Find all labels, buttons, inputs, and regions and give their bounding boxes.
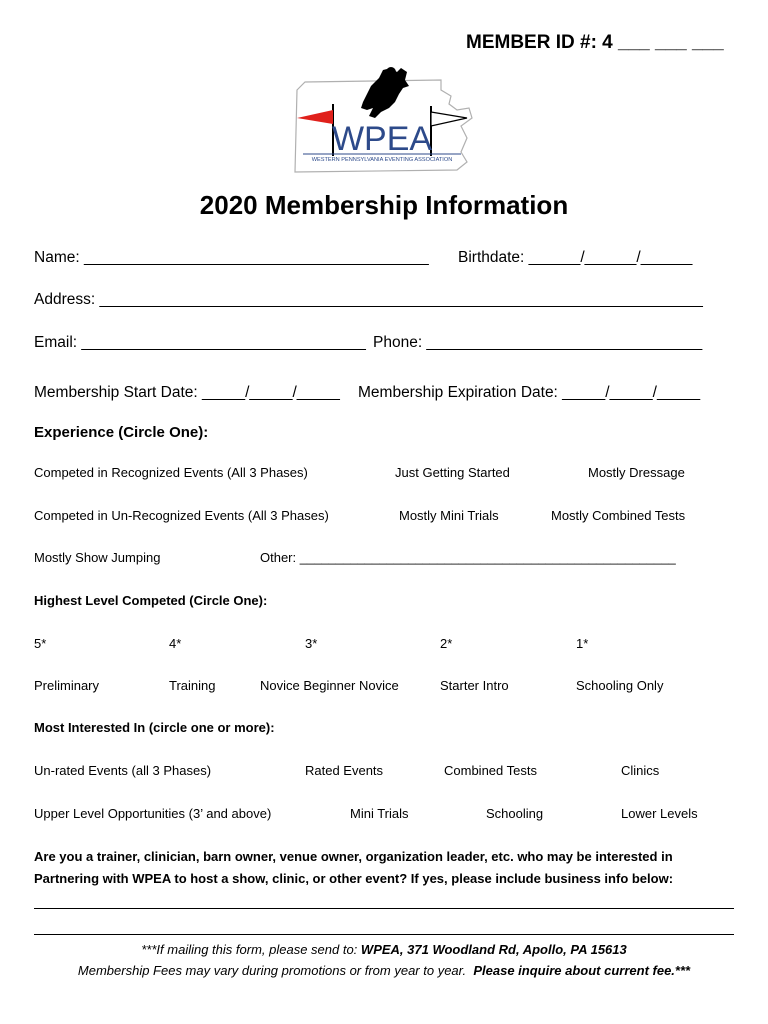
- interest-option[interactable]: Clinics: [621, 763, 660, 778]
- interests-heading: Most Interested In (circle one or more):: [34, 720, 275, 735]
- horse-rider-silhouette: [361, 68, 409, 118]
- logo-subtitle: WESTERN PENNSYLVANIA EVENTING ASSOCIATION: [311, 157, 453, 163]
- rider-head: [386, 67, 396, 77]
- birthdate-field[interactable]: Birthdate: ______/______/______: [458, 249, 693, 266]
- interest-option[interactable]: Un-rated Events (all 3 Phases): [34, 763, 212, 778]
- interest-option[interactable]: Upper Level Opportunities (3’ and above): [34, 806, 272, 821]
- experience-other-field[interactable]: Other: ____________________________________________________: [260, 550, 676, 565]
- experience-option[interactable]: Competed in Recognized Events (All 3 Phases): [34, 465, 308, 480]
- level-option[interactable]: Novice Beginner Novice: [260, 678, 399, 693]
- level-option[interactable]: Schooling Only: [576, 678, 664, 693]
- member-id-field: MEMBER ID #: 4 ___ ___ ___: [466, 32, 724, 53]
- level-star-option[interactable]: 5*: [34, 636, 47, 651]
- interest-option[interactable]: Lower Levels: [621, 806, 698, 821]
- page-title: 2020 Membership Information: [199, 190, 569, 220]
- level-star-option[interactable]: 1*: [576, 636, 589, 651]
- red-flag: [297, 110, 333, 124]
- partnering-question: Partnering with WPEA to host a show, clinic, or other event? If yes, please include business info below:: [34, 871, 674, 886]
- phone-field[interactable]: Phone: ________________________________: [373, 334, 703, 351]
- business-info-line[interactable]: [34, 908, 734, 909]
- experience-option[interactable]: Just Getting Started: [395, 465, 510, 480]
- address-field[interactable]: Address: ______________________________________________________________________: [34, 291, 703, 308]
- highest-level-heading: Highest Level Competed (Circle One):: [34, 593, 268, 608]
- partnering-question: Are you a trainer, clinician, barn owner, venue owner, organization leader, etc. who may be interested in: [34, 849, 673, 864]
- name-field[interactable]: Name: ________________________________________: [34, 249, 429, 266]
- experience-option[interactable]: Mostly Dressage: [588, 465, 685, 480]
- membership-start-date-field[interactable]: Membership Start Date: _____/_____/_____: [34, 384, 340, 401]
- fees-note: [0, 963, 768, 978]
- mailing-prefix: ***If mailing this form, please send to:: [141, 942, 361, 957]
- level-option[interactable]: Starter Intro: [440, 678, 509, 693]
- level-option[interactable]: Training: [169, 678, 216, 693]
- level-star-option[interactable]: 4*: [169, 636, 182, 651]
- experience-option[interactable]: Mostly Combined Tests: [551, 508, 686, 523]
- experience-heading: Experience (Circle One):: [34, 424, 209, 441]
- level-star-option[interactable]: 2*: [440, 636, 453, 651]
- membership-expiration-date-field[interactable]: Membership Expiration Date: _____/_____/_____: [358, 384, 701, 401]
- level-star-option[interactable]: 3*: [305, 636, 318, 651]
- mailing-instructions: [0, 942, 768, 957]
- wpea-logo: [291, 64, 477, 180]
- fees-inquire: Please inquire about current fee.***: [473, 963, 691, 978]
- email-field[interactable]: Email: _________________________________: [34, 334, 366, 351]
- logo-acronym: WPEA: [331, 120, 433, 158]
- business-info-line[interactable]: [34, 934, 734, 935]
- experience-option[interactable]: Mostly Show Jumping: [34, 550, 161, 565]
- white-flag: [431, 112, 467, 126]
- mailing-address: WPEA, 371 Woodland Rd, Apollo, PA 15613: [360, 942, 627, 957]
- interest-option[interactable]: Schooling: [486, 806, 544, 821]
- level-option[interactable]: Preliminary: [34, 678, 100, 693]
- interest-option[interactable]: Mini Trials: [350, 806, 409, 821]
- experience-option[interactable]: Competed in Un-Recognized Events (All 3 Phases): [34, 508, 329, 523]
- fees-text: Membership Fees may vary during promotions or from year to year.: [77, 963, 474, 978]
- interest-option[interactable]: Rated Events: [305, 763, 384, 778]
- experience-option[interactable]: Mostly Mini Trials: [399, 508, 499, 523]
- interest-option[interactable]: Combined Tests: [444, 763, 537, 778]
